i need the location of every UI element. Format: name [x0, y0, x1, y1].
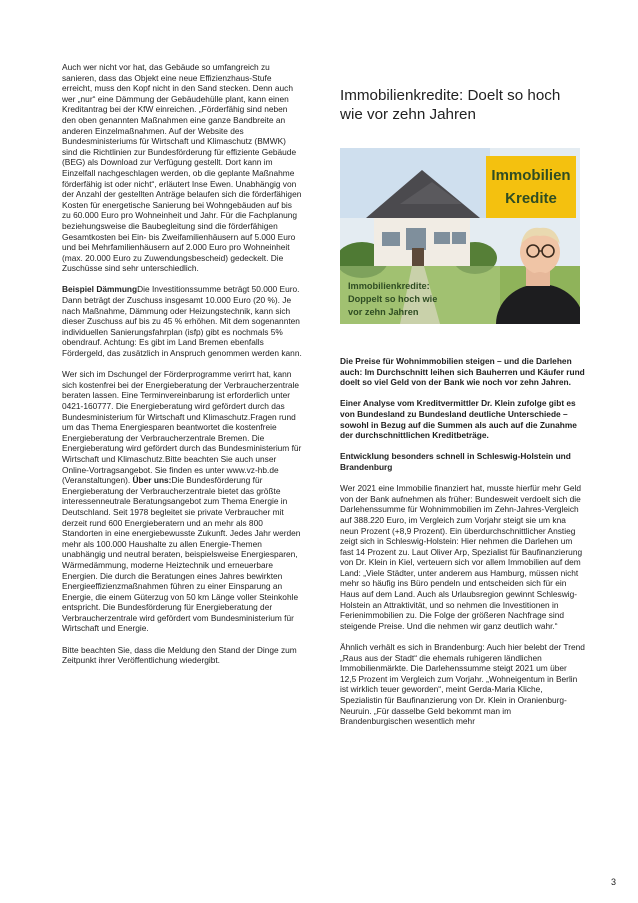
right-article-text	[340, 356, 585, 727]
right-paragraph-2: Ähnlich verhält es sich in Brandenburg: Auch hier belebt der Trend „Raus aus der Stadt“ die ehemals ruhigeren ländlichen Immobilienmärkte. Die Darlehenssumme steigt 2021 um über 12,5 Prozent im Vergleich zum Vorjahr. „Wohneigentum in Berlin ist wirklich teuer geworden“, meint Gerda-Maria Kliche, Spezialistin für Baufinanzierung von Dr. Klein in Oranienburg-Neuruin. „Für dasselbe Geld bekommt man im Brandenburgischen wesentlich mehr	[340, 642, 585, 727]
left-paragraph-1: Auch wer nicht vor hat, das Gebäude so umfangreich zu sanieren, dass das Objekt eine neue Effizienzhaus-Stufe erreicht, muss den Kopf nicht in den Sand stecken. Denn auch wer „nur“ eine Dämmung der Gebäudehülle plant, kann einen Kreditantrag bei der KfW einreichen. „Förderfähig sind neben den oben genannten Maßnahmen eine ganze Bandbreite an anderen Einzelmaßnahmen. Auf der Website des Bundesministeriums für Wirtschaft und Klimaschutz (BMWK) sind die Richtlinien zur Bundesförderung für effiziente Gebäude (BEG) als Download zur Verfügung gestellt. Dort kann im Einzelfall nachgeschlagen werden, ob die geplante Maßnahme förderfähig ist oder nicht“, erläutert Inse Ewen. Unabhängig von der Anzahl der gestellten Anträge belaufen sich die förderfähigen Kosten für energetische Sanierung bei Wohngebäuden auf bis zu 60.000 Euro pro Wohneinheit und Jahr. Für die Fachplanung beziehungsweise die Baubegleitung sind die förderfähigen Gesamtkosten bei Ein- bis Zweifamilienhäusern auf 5.000 Euro und bei Mehrfamilienhäusern auf 2.000 Euro pro Wohneinheit (max. 20.000 Euro zu Zuwendungsbescheid) gedeckelt. Die Zuschüsse sind sehr unterschiedlich.	[62, 62, 302, 274]
right-paragraph-1: Wer 2021 eine Immobilie finanziert hat, musste hierfür mehr Geld von der Bank aufnehmen als früher: Bundesweit verdoelt sich die Darlehenssumme für Wohnimmobilien im Zehn-Jahres-Vergleich auf 388.220 Euro, im Vergleich zum Vorjahr steigt sie um kna neun Prozent (+8,9 Prozent). Ein überdurchschnittlicher Anstieg zeigt sich in Schleswig-Holstein: Hier nehmen die Darlehen um fast 14 Prozent zu. Laut Oliver Arp, Spezialist für Baufinanzierung von Dr. Klein in Kiel, verteuern sich vor allem Immobilien auf dem Land: „Viele Städter, unter anderem aus Hamburg, müssen nicht mehr so häufig ins Büro pendeln und entscheiden sich für ein Haus auf dem Land. Auch als Urlaubsregion gewinnt Schleswig-Holstein an Attraktivität, und so nehmen die Investitionen in Ferienimmobilien zu. Die Folge der größeren Nachfrage sind steigende Preise. Und die nehmen wir ganz deutlich wahr.“	[340, 483, 583, 631]
left-paragraph-2-text: Die Investitionssumme beträgt 50.000 Euro. Dann beträgt der Zuschuss insgesamt 10.000 Euro (20 %). Je nach Maßnahme, Dämmung oder Heizungstechnik, kann sich dieser Zuschuss auf bis zu 45 % erhöhen. Mit dem sogenannten individuellen Sanierungsfahrplan (isfp) gibt es nochmals 5% obendrauf. Achtung: Es gibt im Land Bremen ebenfalls Fördergeld, das zusätzlich in Anspruch genommen werden kann.	[62, 284, 302, 359]
article-headline: Immobilienkredite: Doelt so hoch wie vor zehn Jahren	[340, 87, 561, 123]
page-number: 3	[611, 877, 617, 887]
beispiel-daemmung-heading: Beispiel Dämmung	[62, 284, 138, 295]
left-paragraph-3a: Wer sich im Dschungel der Förderprogramme verirrt hat, kann sich kostenfrei bei der Energieberatung der Verbraucherzentrale beraten lassen. Eine Terminvereinbarung ist erforderlich unter 0421-160777. Die Energieberatung wird gefördert durch das Bundesministerium für Wirtschaft und Klimaschutz.Fragen rund um das Thema Energiesparen beantwortet die kostenfreie Energieberatung der Verbraucherzentrale Bremen. Die Energieberatung wird gefördert durch das Bundesministerium für Wirtschaft und Klimaschutz.Bitte beachten Sie auch unser Online-Vortragsangebot. Sie finden es unter www.vz-hb.de (Veranstaltungen).	[62, 369, 302, 486]
caption-line-2: Doppelt so hoch wie	[348, 294, 438, 304]
article-image	[340, 148, 580, 324]
caption-line-3: vor zehn Jahren	[348, 307, 419, 317]
left-paragraph-4: Bitte beachten Sie, dass die Meldung den Stand der Dinge zum Zeitpunkt ihrer Veröffentlichung wiedergibt.	[62, 644, 297, 666]
caption-line-1: Immobilienkredite:	[348, 281, 430, 291]
ueber-uns-heading: Über uns:	[132, 475, 172, 486]
left-paragraph-3	[62, 369, 302, 634]
banner-line-1: Immobilien	[491, 167, 571, 184]
headline-block	[340, 86, 580, 124]
subheading: Entwicklung besonders schnell in Schleswig-Holstein und Brandenburg	[340, 451, 571, 472]
left-paragraph-3b: Die Bundesförderung für Energieberatung der Verbraucherzentrale bietet das größte interessenneutrale Beratungsangebot zum Thema Energie in Deutschland. Seit 1978 begleitet sie private Verbraucher mit derzeit rund 600 Energieberatern und an mehr als 800 Standorten in eine energiebewusste Zukunft. Jedes Jahr werden mehr als 100.000 Haushalte zu allen Energie-Themen unabhängig und neutral beraten, beispielsweise Energiesparen, Wärmedämmung, moderne Heiztechnik und erneuerbare Energien. Die durch die Beratungen eines Jahres bewirkten Energieeffizienzmaßnahmen führen zu einer Einsparung an Energie, die einem Güterzug von 50 km Länge voller Steinkohle entspricht. Die Bundesförderung für Energieberatung der Verbraucherzentrale wird gefördert vom Bundesministerium für Wirtschaft und Energie.	[62, 475, 301, 634]
left-column	[62, 62, 302, 666]
lead-paragraph: Die Preise für Wohnimmobilien steigen – und die Darlehen auch: Im Durchschnitt leihen sich Bauherren und Käufer rund doelt so viel Geld von der Bank wie noch vor zehn Jahren.	[340, 356, 585, 388]
left-paragraph-2	[62, 284, 302, 358]
banner-line-2: Kredite	[505, 190, 557, 207]
analysis-paragraph: Einer Analyse vom Kreditvermittler Dr. Klein zufolge gibt es von Bundesland zu Bundesland deutliche Unterschiede – sowohl in Bezug auf die Summen als auch auf die Zunahme der durchschnittlichen Kreditbeträge.	[340, 398, 577, 441]
house-illustration	[340, 148, 580, 324]
banner-background	[486, 156, 576, 218]
